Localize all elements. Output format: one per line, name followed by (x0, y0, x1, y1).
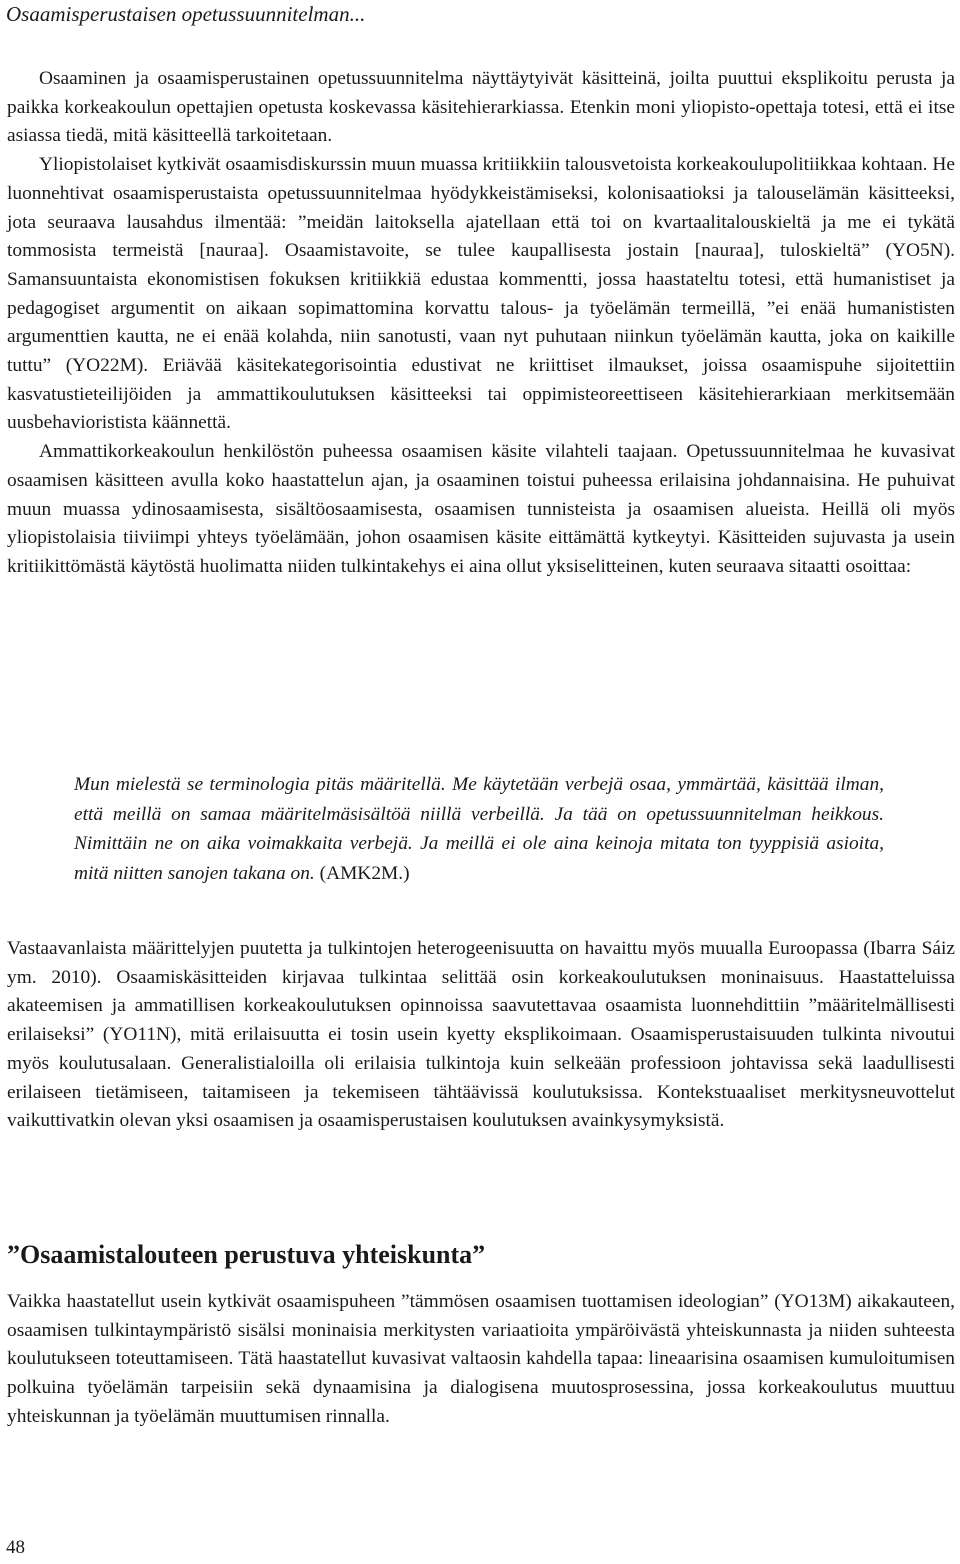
body-text-top (7, 65, 955, 582)
paragraph-4: Vastaavanlaista määrittelyjen puutetta ja tulkintojen heterogeenisuutta on havaittu myös muualla Euroopassa (Ibarra Sáiz ym. 2010). Osaamiskäsitteiden kirjavaa tulkintaa selittää osin korkeakoulutuksen moninaisuus. Haastatteluissa akateemisen ja ammatillisen korkeakoulutuksen opinnoissa saavutettavaa osaamista luonnehdittiin ”määritelmällisesti erilaiseksi” (YO11N), mitä erilaisuutta ei tosin usein kyetty eksplikoimaan. Osaamisperustaisuuden tulkinta nivoutui myös koulutusalaan. Generalistialoilla oli erilaisia tulkintoja kuin selkeään professioon johtavissa sekä laadullisesti erilaiseen tietämiseen, taitamiseen ja tekemiseen tähtäävissä koulutuksissa. Kontekstuaaliset merkitysneuvottelut vaikuttivatkin olevan yksi osaamisen ja osaamisperustaisen koulutuksen avainkysymyksistä. (7, 938, 955, 1132)
body-text-bottom (7, 1288, 955, 1432)
paragraph-3: Ammattikorkeakoulun henkilöstön puheessa osaamisen käsite vilahteli taajaan. Opetussuunnitelmaa he kuvasivat osaamisen käsitteen avulla koko haastattelun ajan, ja osaaminen toistui puheessa erilaisina johdannaisina. He puhuivat muun muassa ydinosaamisesta, sisältöosaamisesta, osaamisen tunnisteista ja osaamisen alueista. Heillä oli myös yliopistolaisia tiiviimpi yhteys työelämään, johon osaamisen käsite eittämättä kytkeytyi. Käsitteiden sujuvasta ja usein kritiikittömästä käytöstä huolimatta niiden tulkintakehys ei aina ollut yksiselitteinen, kuten seuraava sitaatti osoittaa: (7, 441, 955, 577)
quote-text: Mun mielestä se terminologia pitäs määritellä. Me käytetään verbejä osaa, ymmärtää, käsittää ilman, että meillä on samaa määritelmäsisältöä niillä verbeillä. Ja tää on opetussuunnitelman heikkous. Nimittäin ne on aika voimakkaita verbejä. Ja meillä ei ole aina keinoja mitata ton tyyppisiä asioita, mitä niitten sanojen takana on. (74, 774, 884, 884)
paragraph-1: Osaaminen ja osaamisperustainen opetussuunnitelma näyttäytyivät käsitteinä, joilta puuttui eksplikoitu perusta ja paikka korkeakoulun opettajien opetusta koskevassa käsitehierarkiassa. Etenkin moni yliopisto-opettaja totesi, että ei itse asiassa tiedä, mitä käsitteellä tarkoitetaan. (7, 68, 955, 147)
section-heading: ”Osaamistalouteen perustuva yhteiskunta” (7, 1240, 486, 1269)
quote-source: (AMK2M.) (319, 862, 410, 884)
paragraph-2: Yliopistolaiset kytkivät osaamisdiskurssin muun muassa kritiikkiin talousvetoista korkeakoulupolitiikkaa kohtaan. He luonnehtivat osaamisperustaista opetussuunnitelmaa hyödykkeistämiseksi, kolonisaatioksi ja talouselämän käsitteeksi, jota seuraava lausahdus ilmentää: ”meidän laitoksella ajatellaan että toi on kvartaalitalouskieltä ja me ei tykätä tommosista termeistä [nauraa]. Osaamistavoite, se tulee kaupallisesta jostain [nauraa], tuloskieltä” (YO5N). Samansuuntaista ekonomistisen fokuksen kritiikkiä edustaa kommentti, jossa haastateltu totesi, että humanistiset ja pedagogiset argumentit on aikaan sopimattomina korvattu talous- ja työelämän termeillä, ”ei enää humanististen argumenttien kautta, ne ei enää kolahda, niin sanotusti, vaan nyt puhutaan niinkun työelämän kautta, joka on kaikille tuttu” (YO22M). Eriävää käsitekategorisointia edustivat ne kriittiset ilmaukset, joissa osaamispuhe sijoitettiin kasvatustieteilijöiden ja ammattikoulutuksen käsitteeksi tai oppimisteoreettiseen käsitehierarkiaan merkitsemään uusbehavioristista käännettä. (7, 154, 955, 434)
running-head: Osaamisperustaisen opetussuunnitelman... (6, 2, 366, 26)
paragraph-5: Vaikka haastatellut usein kytkivät osaamispuheen ”tämmösen osaamisen tuottamisen ideologian” (YO13M) aikakauteen, osaamisen tulkintaympäristö sisälsi moninaisia merkitysten variaatioita ympäröivästä yhteiskunnasta ja niiden suhteesta koulutukseen toteuttamiseen. Tätä haastatellut kuvasivat valtaosin kahdella tapaa: lineaarisina osaamisen kumuloitumisen polkuina työelämän tarpeisiin sekä dynaamisina ja dialogisena muutosprosessina, jossa korkeakoulutus muuttuu yhteiskunnan ja työelämän muuttumisen rinnalla. (7, 1291, 955, 1427)
body-text-middle (7, 935, 955, 1136)
block-quote (74, 770, 884, 888)
page-number: 48 (6, 1537, 25, 1558)
